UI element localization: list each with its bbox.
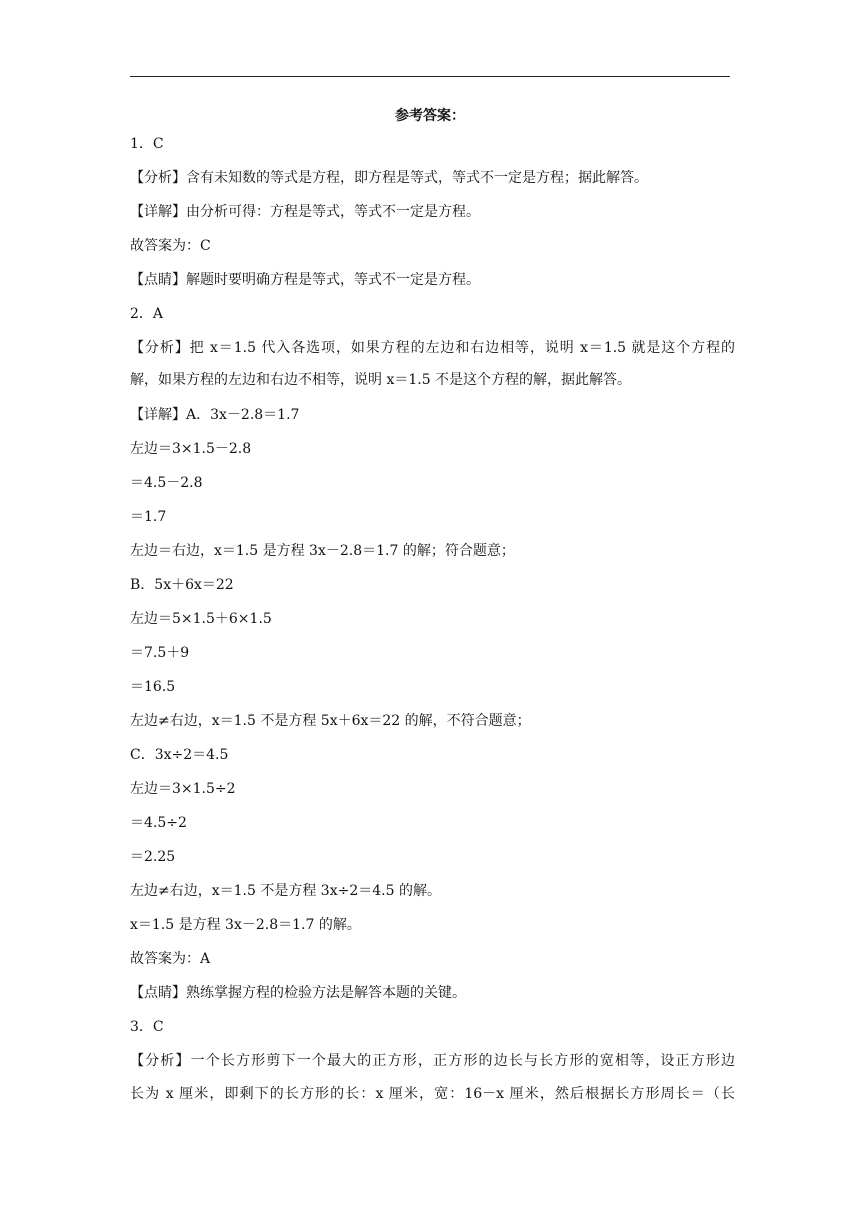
answer-2-step: ＝7.5＋9 — [130, 645, 190, 661]
answer-1-comment: 【点睛】解题时要明确方程是等式，等式不一定是方程。 — [130, 272, 480, 288]
page-title: 参考答案： — [395, 108, 465, 124]
answer-2-step: ＝16.5 — [130, 679, 176, 695]
answer-1-detail: 【详解】由分析可得：方程是等式，等式不一定是方程。 — [130, 204, 480, 220]
answer-3-number: 3．C — [130, 1019, 164, 1035]
answer-2-option-b: B．5x＋6x＝22 — [130, 577, 234, 593]
answer-3-analysis-line-2: 长为 x 厘米，即剩下的长方形的长：x 厘米，宽：16－x 厘米，然后根据长方形周长＝（长 — [130, 1086, 735, 1102]
answer-2-option-b-result: 左边≠右边，x＝1.5 不是方程 5x＋6x＝22 的解，不符合题意； — [130, 713, 531, 729]
answer-2-step: 左边＝3×1.5÷2 — [130, 781, 236, 797]
answer-2-analysis-line-1: 【分析】把 x＝1.5 代入各选项，如果方程的左边和右边相等，说明 x＝1.5 就是这个方程的 — [130, 340, 735, 356]
answer-2-conclusion: 故答案为：A — [130, 951, 211, 967]
answer-2-step: 左边＝3×1.5－2.8 — [130, 441, 252, 457]
header-rule — [130, 76, 730, 77]
answer-3-analysis-line-1: 【分析】一个长方形剪下一个最大的正方形，正方形的边长与长方形的宽相等，设正方形边 — [130, 1053, 735, 1069]
answer-2-number: 2．A — [130, 306, 164, 322]
answer-2-option-c-result: 左边≠右边，x＝1.5 不是方程 3x÷2＝4.5 的解。 — [130, 883, 441, 899]
answer-1-conclusion: 故答案为：C — [130, 238, 211, 254]
answer-1-analysis: 【分析】含有未知数的等式是方程，即方程是等式，等式不一定是方程；据此解答。 — [130, 170, 648, 186]
answer-2-step: ＝4.5÷2 — [130, 815, 187, 831]
answer-2-step: ＝2.25 — [130, 849, 176, 865]
answer-2-analysis-line-2: 解，如果方程的左边和右边不相等，说明 x＝1.5 不是这个方程的解，据此解答。 — [130, 372, 632, 388]
answer-2-step: 左边＝5×1.5＋6×1.5 — [130, 611, 272, 627]
answer-1-number: 1．C — [130, 136, 164, 152]
answer-2-comment: 【点睛】熟练掌握方程的检验方法是解答本题的关键。 — [130, 985, 466, 1001]
answer-2-step: ＝1.7 — [130, 509, 167, 525]
answer-2-summary: x＝1.5 是方程 3x－2.8＝1.7 的解。 — [130, 917, 361, 933]
answer-2-option-a-result: 左边＝右边，x＝1.5 是方程 3x－2.8＝1.7 的解；符合题意； — [130, 543, 515, 559]
answer-2-option-c: C．3x÷2＝4.5 — [130, 747, 229, 763]
answer-2-detail-option-a: 【详解】A．3x－2.8＝1.7 — [130, 407, 300, 423]
answer-2-step: ＝4.5－2.8 — [130, 475, 203, 491]
